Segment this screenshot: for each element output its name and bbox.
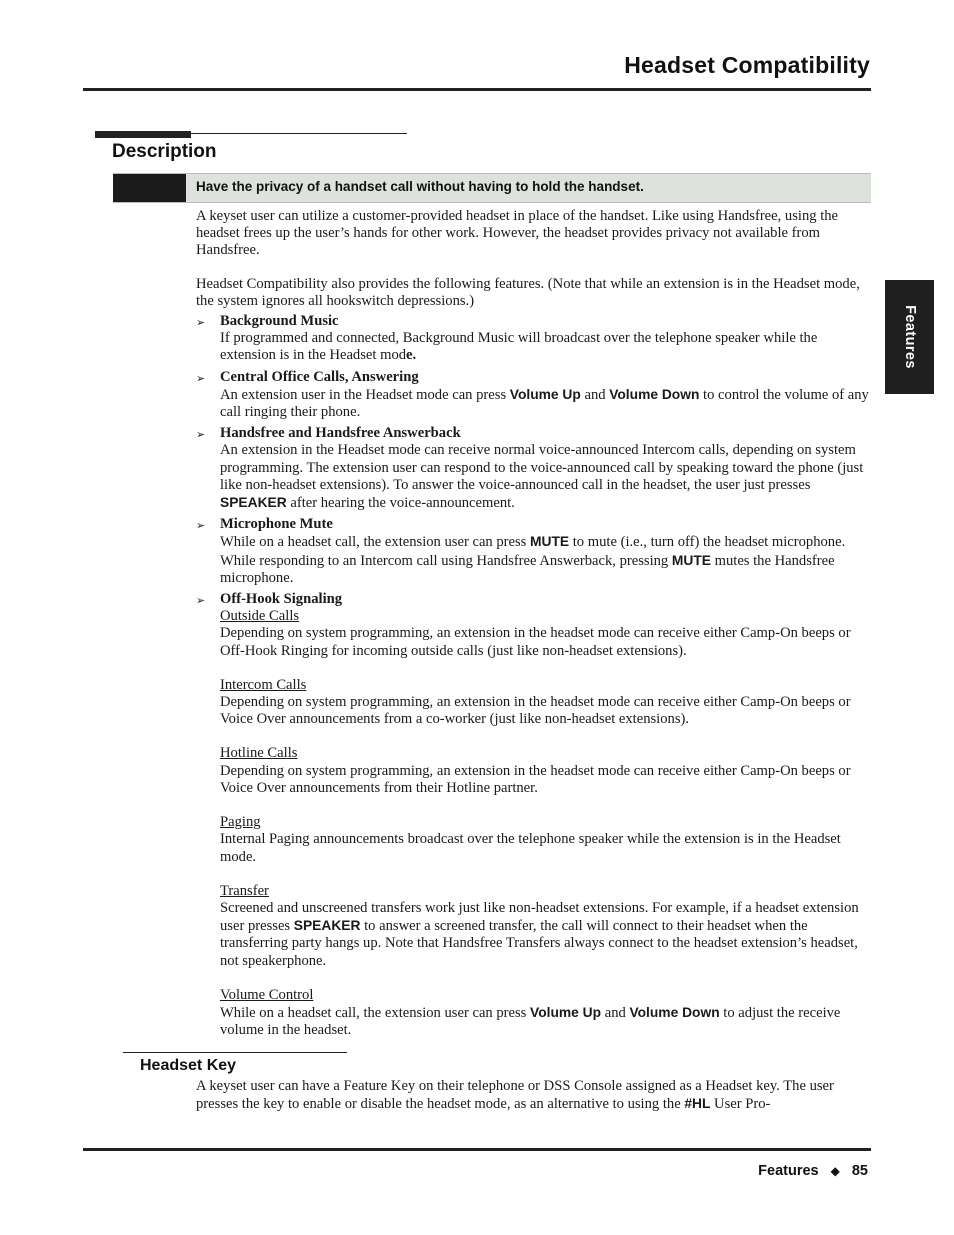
subsection-text: Depending on system programming, an extension in the headset mode can receive either Camp-On beeps or Off-Hook Ringing for incoming outside calls (just like non-headset extensions). bbox=[220, 625, 851, 659]
bullet-background-music bbox=[196, 313, 872, 365]
subsection-text: and bbox=[601, 1004, 630, 1021]
subsection-text: Depending on system programming, an extension in the headset mode can receive either Camp-On beeps or Voice Over announcements from a co-worker (just like non-headset extensions). bbox=[220, 694, 851, 728]
summary-bar bbox=[113, 173, 871, 203]
subsection-intercom-calls bbox=[220, 677, 872, 729]
arrowhead-bullet-icon: ➢ bbox=[196, 428, 206, 442]
description-rule-thin bbox=[95, 133, 407, 134]
headset-key-paragraph bbox=[196, 1078, 872, 1113]
footer-section: Features bbox=[758, 1163, 819, 1179]
arrowhead-bullet-icon: ➢ bbox=[196, 371, 206, 385]
intro-paragraph-1: A keyset user can utilize a customer-provided headset in place of the handset. Like using Handsfree, using the headset frees up the user’s hands for other work. However, the headset provides privacy not available from Handsfree. bbox=[196, 208, 839, 259]
subsection-transfer bbox=[220, 883, 872, 970]
bullet-text-bold: e. bbox=[406, 347, 417, 364]
bullet-title: Microphone Mute bbox=[220, 516, 333, 533]
bullet-text: While on a headset call, the extension user can press bbox=[220, 534, 531, 551]
arrowhead-bullet-icon: ➢ bbox=[196, 316, 206, 330]
bullet-text: and bbox=[580, 386, 610, 403]
subsection-label: Hotline Calls bbox=[220, 745, 298, 762]
subsection-label: Intercom Calls bbox=[220, 676, 307, 693]
headset-key-heading: Headset Key bbox=[140, 1057, 237, 1074]
arrowhead-bullet-icon: ➢ bbox=[196, 519, 206, 533]
footer bbox=[758, 1163, 868, 1179]
subsection-outside-calls bbox=[220, 608, 872, 660]
bullet-text: An extension user in the Headset mode can press bbox=[220, 386, 510, 403]
keyword-hl: #HL bbox=[684, 1096, 711, 1112]
headset-key-rule bbox=[123, 1052, 347, 1053]
keyword-volume-down: Volume Down bbox=[609, 386, 700, 402]
subsection-text: Depending on system programming, an extension in the headset mode can receive either Camp-On beeps or Voice Over announcements from their Hotline partner. bbox=[220, 762, 851, 796]
page-title: Headset Compatibility bbox=[624, 52, 870, 78]
footer-rule bbox=[83, 1148, 871, 1151]
keyword-volume-down: Volume Down bbox=[629, 1004, 720, 1020]
subsection-text: to answer a screened transfer, the call will connect to their headset when the transferring party hangs up. Note that Handsfree Transfers always connect to the headset extension’s headset, not speakerphone. bbox=[220, 918, 858, 969]
bullet-handsfree bbox=[196, 425, 872, 512]
bullet-text: to control the volume of any call ringing their phone. bbox=[220, 386, 869, 421]
keyword-volume-up: Volume Up bbox=[530, 1004, 602, 1020]
keyword-volume-up: Volume Up bbox=[509, 386, 581, 402]
bullet-text: If programmed and connected, Background Music will broadcast over the telephone speaker while the extension is in the Headset mod bbox=[220, 330, 818, 364]
subsection-text: Internal Paging announcements broadcast over the telephone speaker while the extension is in the Headset mode. bbox=[220, 831, 841, 865]
bullet-title: Handsfree and Handsfree Answerback bbox=[220, 425, 461, 442]
bullet-text: mutes the Handsfree microphone. bbox=[220, 552, 835, 586]
bullet-text: to mute (i.e., turn off) the headset microphone. While responding to an Intercom call using Handsfree Answerback, pressing bbox=[220, 534, 846, 569]
bullet-text: An extension in the Headset mode can receive normal voice-announced Intercom calls, depending on system programming. The extension user can respond to the voice-announced call by speaking toward the phone (just like non-headset extensions). To answer the voice-announced call in the headset, the user just presses bbox=[220, 442, 864, 493]
subsection-text: to adjust the receive volume in the headset. bbox=[220, 1004, 841, 1039]
paragraph-text: User Pro- bbox=[710, 1096, 771, 1113]
subsection-paging bbox=[220, 814, 872, 866]
bullet-microphone-mute bbox=[196, 516, 872, 587]
intro-paragraph-2: Headset Compatibility also provides the following features. (Note that while an extension is in the Headset mode, the system ignores all hookswitch depressions.) bbox=[196, 275, 860, 309]
arrowhead-bullet-icon: ➢ bbox=[196, 594, 206, 608]
bullet-title: Background Music bbox=[220, 313, 339, 330]
keyword-mute: MUTE bbox=[530, 534, 570, 550]
summary-text: Have the privacy of a handset call without having to hold the handset. bbox=[196, 179, 644, 194]
section-heading: Description bbox=[112, 141, 217, 162]
bullet-text: after hearing the voice-announcement. bbox=[286, 495, 515, 512]
diamond-icon: ◆ bbox=[830, 1164, 840, 1178]
keyword-speaker: SPEAKER bbox=[293, 918, 361, 934]
bullet-off-hook-signaling bbox=[196, 591, 872, 1039]
side-tab bbox=[885, 280, 934, 394]
subsection-hotline-calls bbox=[220, 745, 872, 797]
body-content bbox=[196, 208, 872, 1043]
header-rule bbox=[83, 88, 871, 91]
bullet-title: Central Office Calls, Answering bbox=[220, 368, 419, 385]
subsection-text: While on a headset call, the extension user can press bbox=[220, 1004, 531, 1021]
summary-bar-marker bbox=[113, 174, 186, 202]
bullet-central-office-calls bbox=[196, 369, 872, 422]
subsection-label: Transfer bbox=[220, 882, 269, 899]
keyword-speaker: SPEAKER bbox=[220, 495, 287, 511]
side-tab-label: Features bbox=[901, 305, 918, 369]
bullet-title: Off-Hook Signaling bbox=[220, 591, 343, 608]
keyword-mute: MUTE bbox=[671, 552, 711, 568]
subsection-label: Outside Calls bbox=[220, 608, 300, 625]
paragraph-text: A keyset user can have a Feature Key on their telephone or DSS Console assigned as a Headset key. The user presses the key to enable or disable the headset mode, as an alternative to using the bbox=[196, 1078, 834, 1113]
subsection-label: Paging bbox=[220, 814, 261, 831]
subsection-volume-control bbox=[220, 987, 872, 1040]
subsection-label: Volume Control bbox=[220, 986, 314, 1003]
subsection-text: Screened and unscreened transfers work just like non-headset extensions. For example, if a headset extension user presses bbox=[220, 899, 859, 935]
page-number: 85 bbox=[851, 1163, 868, 1179]
